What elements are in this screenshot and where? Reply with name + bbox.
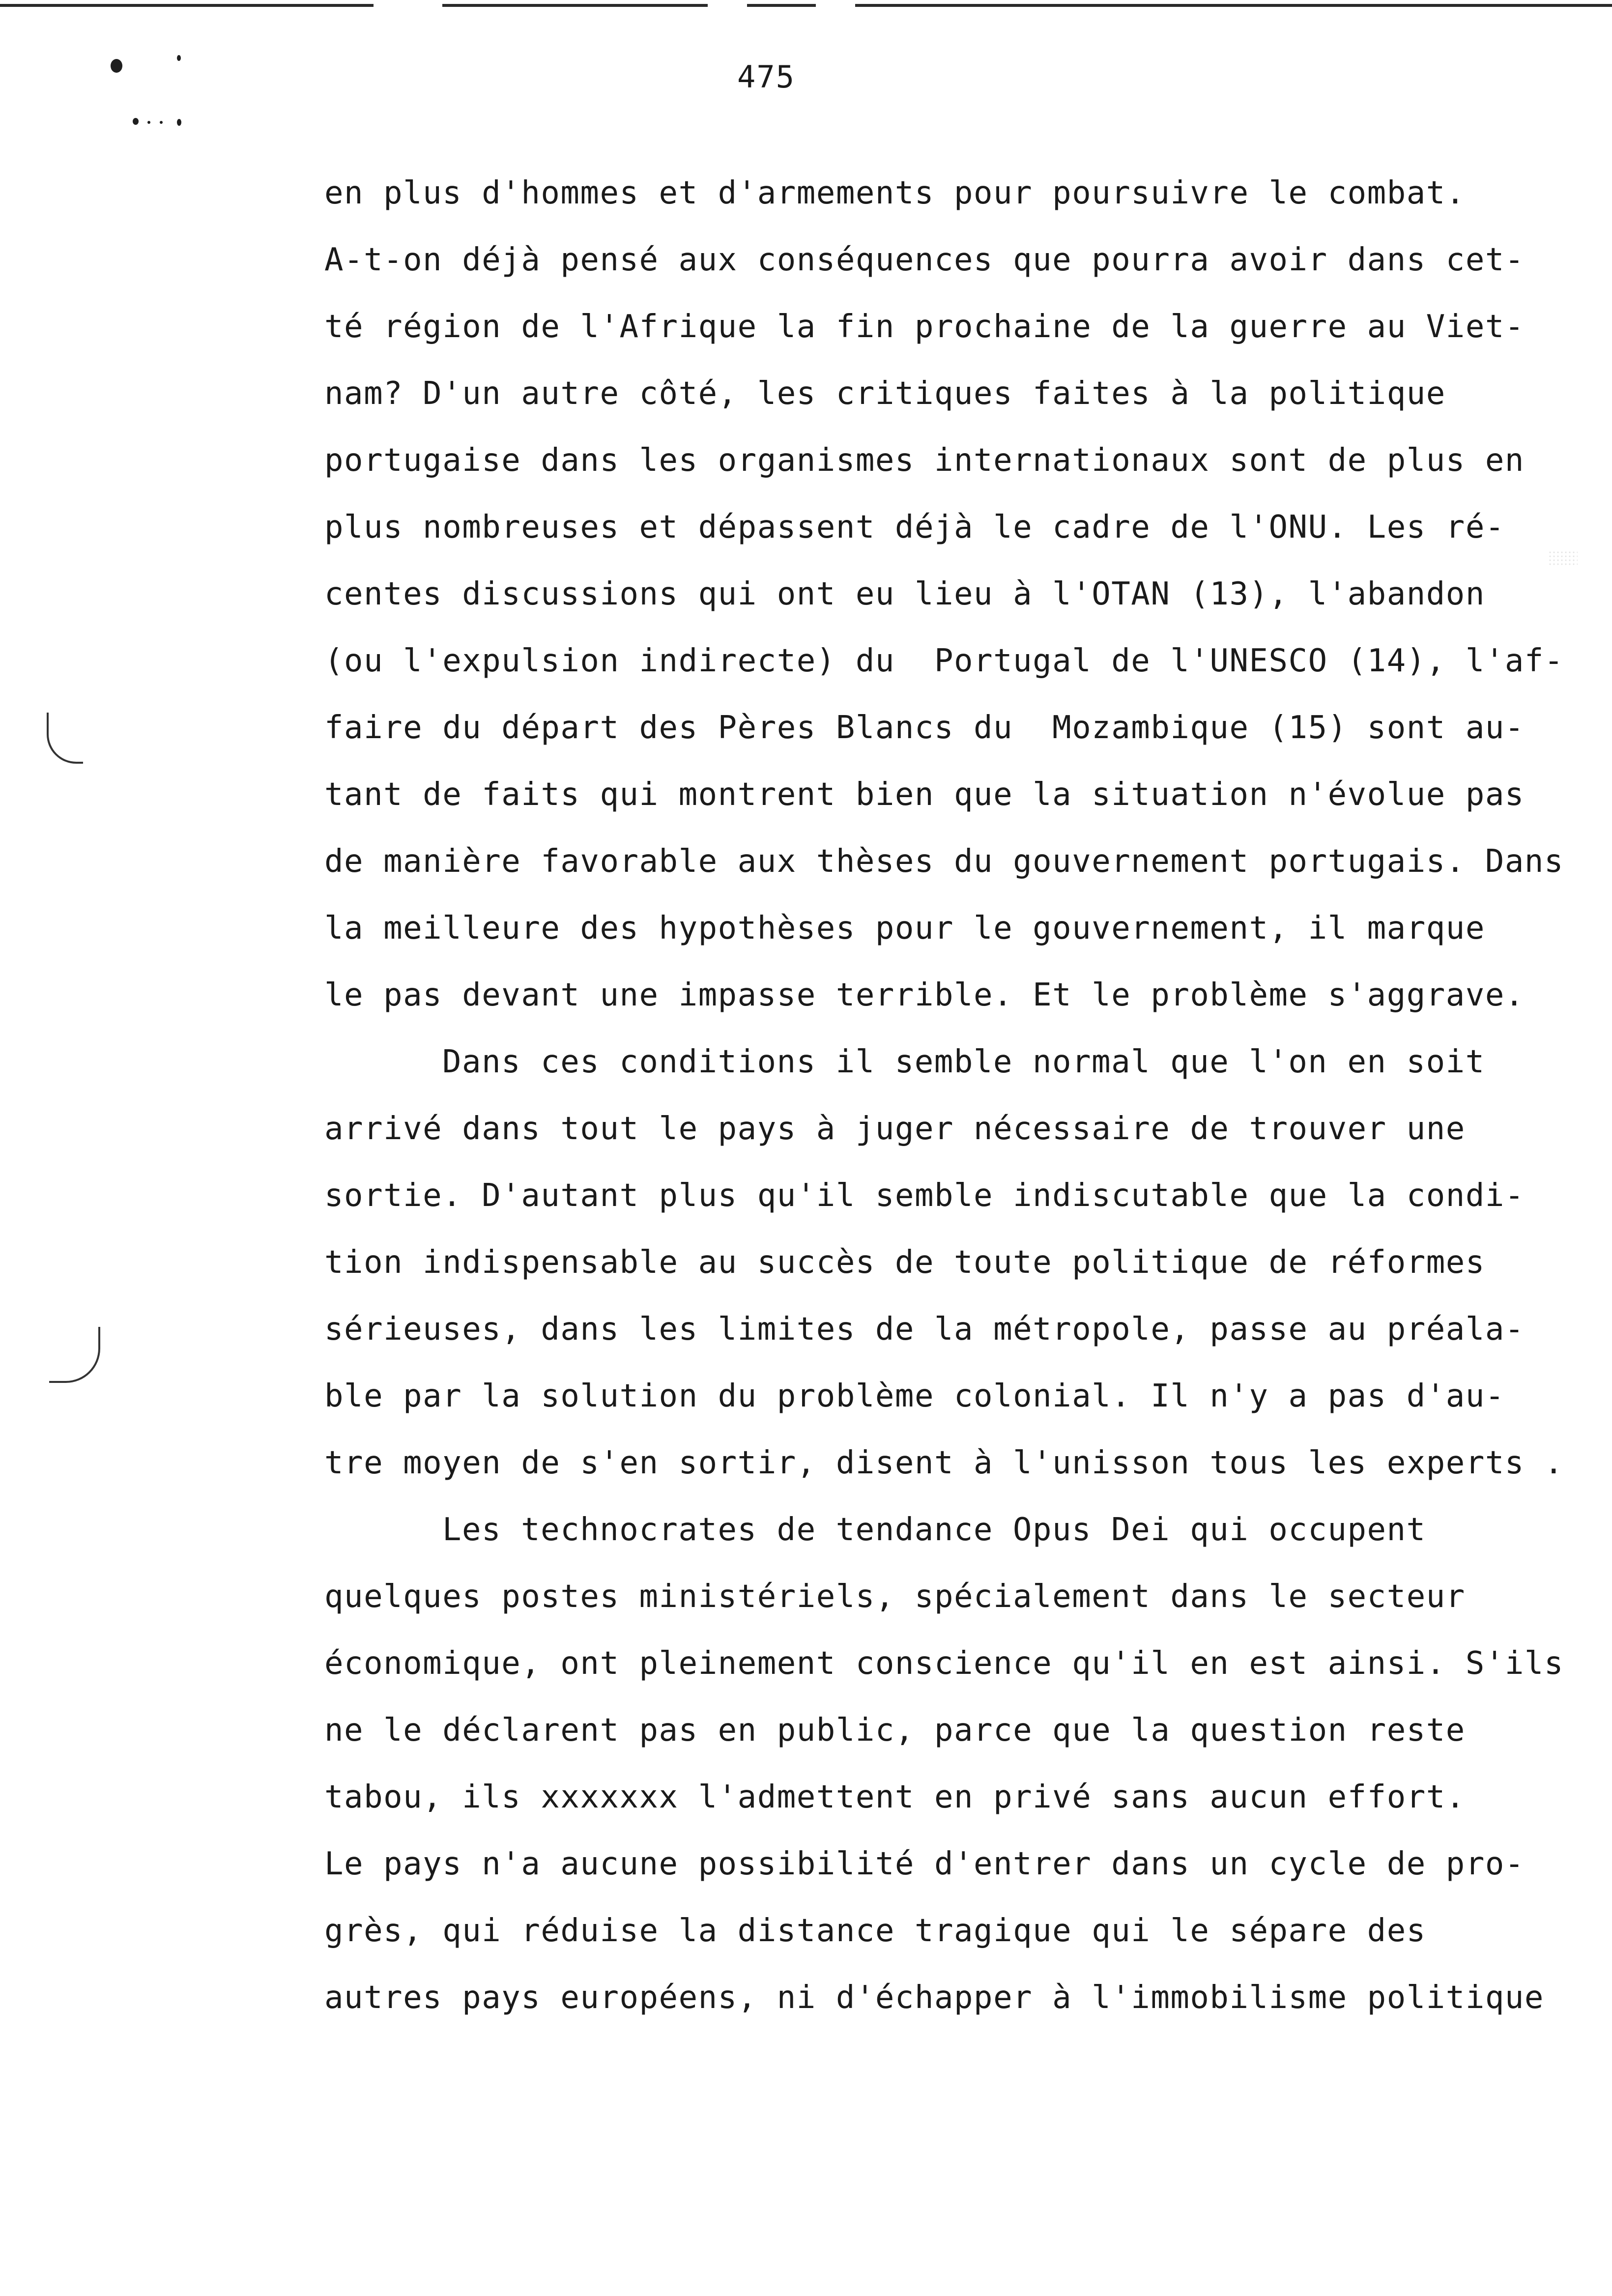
text-line: portugaise dans les organismes internationaux sont de plus en xyxy=(324,442,1525,479)
text-line: tre moyen de s'en sortir, disent à l'unisson tous les experts . xyxy=(324,1445,1564,1481)
top-rule xyxy=(0,4,374,7)
text-line: tion indispensable au succès de toute politique de réformes xyxy=(324,1244,1485,1281)
text-line: grès, qui réduise la distance tragique qui le sépare des xyxy=(324,1913,1426,1949)
margin-mark xyxy=(47,713,83,764)
text-line: faire du départ des Pères Blancs du Mozambique (15) sont au- xyxy=(324,710,1525,746)
text-line: (ou l'expulsion indirecte) du Portugal de l'UNESCO (14), l'af- xyxy=(324,643,1564,679)
text-line: nam? D'un autre côté, les critiques faites à la politique xyxy=(324,375,1446,412)
text-line: arrivé dans tout le pays à juger nécessaire de trouver une xyxy=(324,1111,1466,1147)
text-line: té région de l'Afrique la fin prochaine de la guerre au Viet- xyxy=(324,309,1525,345)
text-line: plus nombreuses et dépassent déjà le cadre de l'ONU. Les ré- xyxy=(324,509,1505,545)
page-number: 475 xyxy=(737,59,795,95)
top-rule xyxy=(747,4,816,7)
scan-mark xyxy=(177,55,181,61)
text-line: centes discussions qui ont eu lieu à l'OTAN (13), l'abandon xyxy=(324,576,1485,612)
scan-mark xyxy=(147,121,150,124)
text-line: ne le déclarent pas en public, parce que la question reste xyxy=(324,1712,1466,1749)
text-line: ble par la solution du problème colonial. Il n'y a pas d'au- xyxy=(324,1378,1505,1414)
text-line: le pas devant une impasse terrible. Et le problème s'aggrave. xyxy=(324,977,1525,1013)
top-rule xyxy=(442,4,708,7)
body-text xyxy=(324,160,1612,2031)
top-rule xyxy=(855,4,1612,7)
text-line: sérieuses, dans les limites de la métropole, passe au préala- xyxy=(324,1311,1525,1348)
text-line: tabou, ils xxxxxxx l'admettent en privé sans aucun effort. xyxy=(324,1779,1466,1815)
scan-mark xyxy=(160,121,163,124)
text-line: la meilleure des hypothèses pour le gouvernement, il marque xyxy=(324,910,1485,947)
text-line: Dans ces conditions il semble normal que l'on en soit xyxy=(442,1044,1485,1080)
text-line: A-t-on déjà pensé aux conséquences que pourra avoir dans cet- xyxy=(324,242,1525,278)
text-line: tant de faits qui montrent bien que la situation n'évolue pas xyxy=(324,776,1525,813)
text-line: économique, ont pleinement conscience qu'il en est ainsi. S'ils xyxy=(324,1645,1564,1682)
text-line: sortie. D'autant plus qu'il semble indiscutable que la condi- xyxy=(324,1177,1525,1214)
text-line: autres pays européens, ni d'échapper à l'immobilisme politique xyxy=(324,1980,1544,2016)
text-line: quelques postes ministériels, spécialement dans le secteur xyxy=(324,1578,1466,1615)
text-line: de manière favorable aux thèses du gouvernement portugais. Dans xyxy=(324,843,1564,880)
scan-mark xyxy=(177,119,181,126)
text-line: en plus d'hommes et d'armements pour poursuivre le combat. xyxy=(324,175,1466,211)
scan-mark xyxy=(133,118,139,125)
text-line: Le pays n'a aucune possibilité d'entrer dans un cycle de pro- xyxy=(324,1846,1525,1882)
scan-mark xyxy=(111,59,122,73)
margin-mark xyxy=(49,1327,100,1383)
text-line: Les technocrates de tendance Opus Dei qui occupent xyxy=(442,1512,1426,1548)
